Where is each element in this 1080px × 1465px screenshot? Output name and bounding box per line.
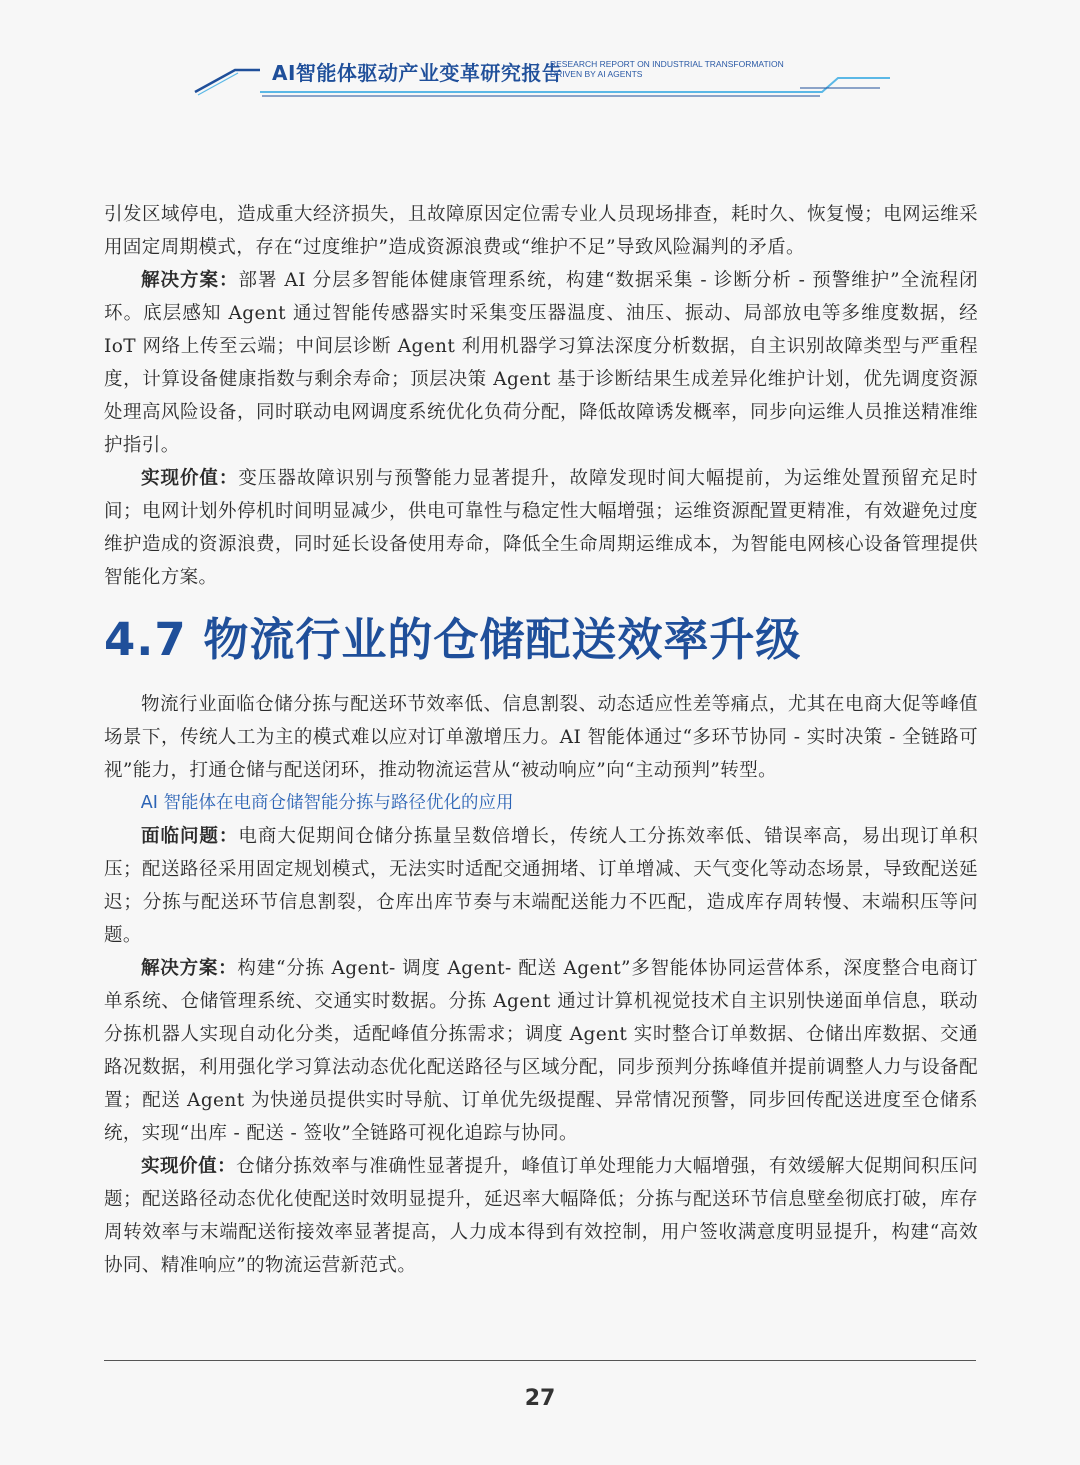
paragraph-continuation: 引发区域停电，造成重大经济损失，且故障原因定位需专业人员现场排查，耗时久、恢复慢；电网运维采用固定周期模式，存在“过度维护”造成资源浪费或“维护不足”导致风险漏判的矛盾。	[104, 204, 978, 258]
logistics-solution-label: 解决方案：	[141, 958, 238, 979]
problem-label: 面临问题：	[141, 826, 239, 847]
problem-text: 电商大促期间仓储分拣量呈数倍增长，传统人工分拣效率低、错误率高，易出现订单积压；配送路径采用固定规划模式，无法实时适配交通拥堵、订单增减、天气变化等动态场景，导致配送延迟；分拣与配送环节信息割裂，仓库出库节奏与末端配送能力不匹配，造成库存周转慢、末端积压等问题。	[104, 826, 978, 946]
logistics-value-text: 仓储分拣效率与准确性显著提升，峰值订单处理能力大幅增强，有效缓解大促期间积压问题；配送路径动态优化使配送时效明显提升，延迟率大幅降低；分拣与配送环节信息壁垒彻底打破，库存周转效率与末端配送衔接效率显著提高，人力成本得到有效控制，用户签收满意度明显提升，构建“高效协同、精准响应”的物流运营新范式。	[104, 1156, 978, 1276]
page-number: 27	[524, 1386, 556, 1411]
section-intro: 物流行业面临仓储分拣与配送环节效率低、信息割裂、动态适应性差等痛点，尤其在电商大促等峰值场景下，传统人工为主的模式难以应对订单激增压力。AI 智能体通过“多环节协同 - 实时决策 - 全链路可视”能力，打通仓储与配送闭环，推动物流运营从“被动响应”向“主动预判”转型。	[104, 694, 978, 781]
solution-label: 解决方案：	[141, 270, 239, 291]
paragraph-solution	[104, 264, 978, 462]
report-title: AI智能体驱动产业变革研究报告	[272, 61, 563, 85]
report-title-english-line2: DRIVEN BY AI AGENTS	[550, 69, 643, 79]
paragraph-logistics-value	[104, 1150, 978, 1282]
case-subheading: AI 智能体在电商仓储智能分拣与路径优化的应用	[140, 793, 514, 813]
header-decoration	[0, 0, 1080, 110]
value-text: 变压器故障识别与预警能力显著提升，故障发现时间大幅提前，为运维处置预留充足时间；电网计划外停机时间明显减少，供电可靠性与稳定性大幅增强；运维资源配置更精准，有效避免过度维护造成的资源浪费，同时延长设备使用寿命，降低全生命周期运维成本，为智能电网核心设备管理提供智能化方案。	[104, 468, 978, 588]
paragraph-problem	[104, 820, 978, 952]
solution-text: 部署 AI 分层多智能体健康管理系统，构建“数据采集 - 诊断分析 - 预警维护”全流程闭环。底层感知 Agent 通过智能传感器实时采集变压器温度、油压、振动、局部放电等多维度数据，经 IoT 网络上传至云端；中间层诊断 Agent 利用机器学习算法深度分析数据，自主识别故障类型与严重程度，计算设备健康指数与剩余寿命；顶层决策 Agent 基于诊断结果生成差异化维护计划，优先调度资源处理高风险设备，同时联动电网调度系统优化负荷分配，降低故障诱发概率，同步向运维人员推送精准维护指引。	[104, 270, 978, 456]
report-title-english-line1: RESEARCH REPORT ON INDUSTRIAL TRANSFORMATION	[550, 59, 784, 69]
report-title-english	[550, 59, 784, 79]
logistics-solution-text: 构建“分拣 Agent- 调度 Agent- 配送 Agent”多智能体协同运营体系，深度整合电商订单系统、仓储管理系统、交通实时数据。分拣 Agent 通过计算机视觉技术自主识别快递面单信息，联动分拣机器人实现自动化分类，适配峰值分拣需求；调度 Agent 实时整合订单数据、仓储出库数据、交通路况数据，利用强化学习算法动态优化配送路径与区域分配，同步预判分拣峰值并提前调整人力与设备配置；配送 Agent 为快递员提供实时导航、订单优先级提醒、异常情况预警，同步回传配送进度至仓储系统，实现“出库 - 配送 - 签收”全链路可视化追踪与协同。	[104, 958, 978, 1144]
paragraph-logistics-solution	[104, 952, 978, 1150]
page-content	[104, 198, 978, 1282]
logistics-value-label: 实现价值：	[141, 1156, 237, 1177]
section-heading: 4.7 物流行业的仓储配送效率升级	[104, 613, 802, 666]
footer-divider	[104, 1360, 976, 1361]
paragraph-value	[104, 462, 978, 594]
page-header	[0, 0, 1080, 110]
value-label: 实现价值：	[141, 468, 239, 489]
